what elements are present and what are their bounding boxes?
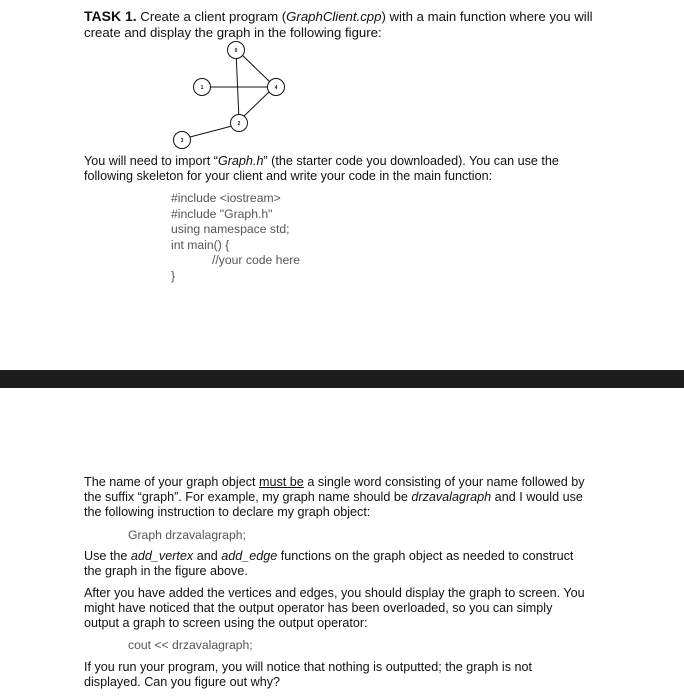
- after-paragraph: [84, 586, 674, 631]
- node-label-3: 3: [180, 138, 184, 144]
- add-edge-fn: add_edge: [221, 549, 278, 563]
- edge-2-3: [190, 126, 232, 137]
- graph-figure: [170, 40, 290, 150]
- task-line-2: create and display the graph in the following figure:: [84, 25, 382, 40]
- run-line-2: displayed. Can you figure out why?: [84, 675, 281, 689]
- code-line-close-brace: }: [171, 268, 176, 283]
- example-graph-name: drzavalagraph: [411, 490, 492, 504]
- edge-0-4: [240, 53, 270, 82]
- code-cout: cout << drzavalagraph;: [128, 638, 253, 652]
- page-divider: [0, 370, 684, 388]
- code-line-comment: //your code here: [212, 253, 301, 267]
- add-vertex-fn: add_vertex: [130, 549, 194, 563]
- after-line-2: might have noticed that the output operator has been overloaded, so you can simply: [84, 601, 553, 615]
- edge-0-2: [236, 51, 239, 120]
- use-line-1: Use the add_vertex and add_edge functions on the graph object as needed to construct: [84, 549, 574, 563]
- task-line-1: TASK 1. Create a client program (GraphClient.cpp) with a main function where you will: [84, 8, 593, 24]
- name-line-2: the suffix “graph”. For example, my graph name should be drzavalagraph and I would use: [84, 490, 583, 504]
- node-label-1: 1: [200, 85, 204, 91]
- header-filename: Graph.h: [217, 154, 264, 168]
- use-line-2: the graph in the figure above.: [84, 564, 248, 578]
- node-label-4: 4: [274, 85, 278, 91]
- name-line-1: The name of your graph object must be a single word consisting of your name followed by: [84, 475, 585, 489]
- node-label-0: 0: [234, 48, 238, 54]
- edge-4-2: [242, 91, 270, 118]
- run-paragraph: [84, 660, 664, 690]
- after-line-1: After you have added the vertices and edges, you should display the graph to screen. You: [84, 586, 585, 600]
- name-line-3: the following instruction to declare my graph object:: [84, 505, 371, 519]
- import-paragraph: [84, 154, 664, 184]
- task-heading: TASK 1.: [84, 8, 137, 24]
- use-paragraph: [84, 549, 664, 579]
- import-line-2: following skeleton for your client and write your code in the main function:: [84, 169, 493, 183]
- code-line-include-graph: #include "Graph.h": [171, 206, 273, 221]
- run-line-1: If you run your program, you will notice that nothing is outputted; the graph is not: [84, 660, 533, 674]
- import-line-1: You will need to import “Graph.h” (the starter code you downloaded). You can use the: [84, 154, 559, 168]
- code-skeleton: [171, 191, 471, 284]
- code-line-using-namespace: using namespace std;: [171, 222, 290, 236]
- code-declaration: Graph drzavalagraph;: [128, 528, 246, 542]
- code-line-main: int main() {: [171, 237, 230, 252]
- task-paragraph: [84, 8, 644, 41]
- after-line-3: output a graph to screen using the output operator:: [84, 616, 368, 630]
- code-line-include-iostream: #include <iostream>: [171, 191, 281, 205]
- client-filename: GraphClient.cpp: [286, 9, 382, 24]
- name-paragraph: [84, 475, 664, 520]
- emphasis-must-be: must be: [259, 475, 304, 489]
- node-label-2: 2: [237, 121, 241, 127]
